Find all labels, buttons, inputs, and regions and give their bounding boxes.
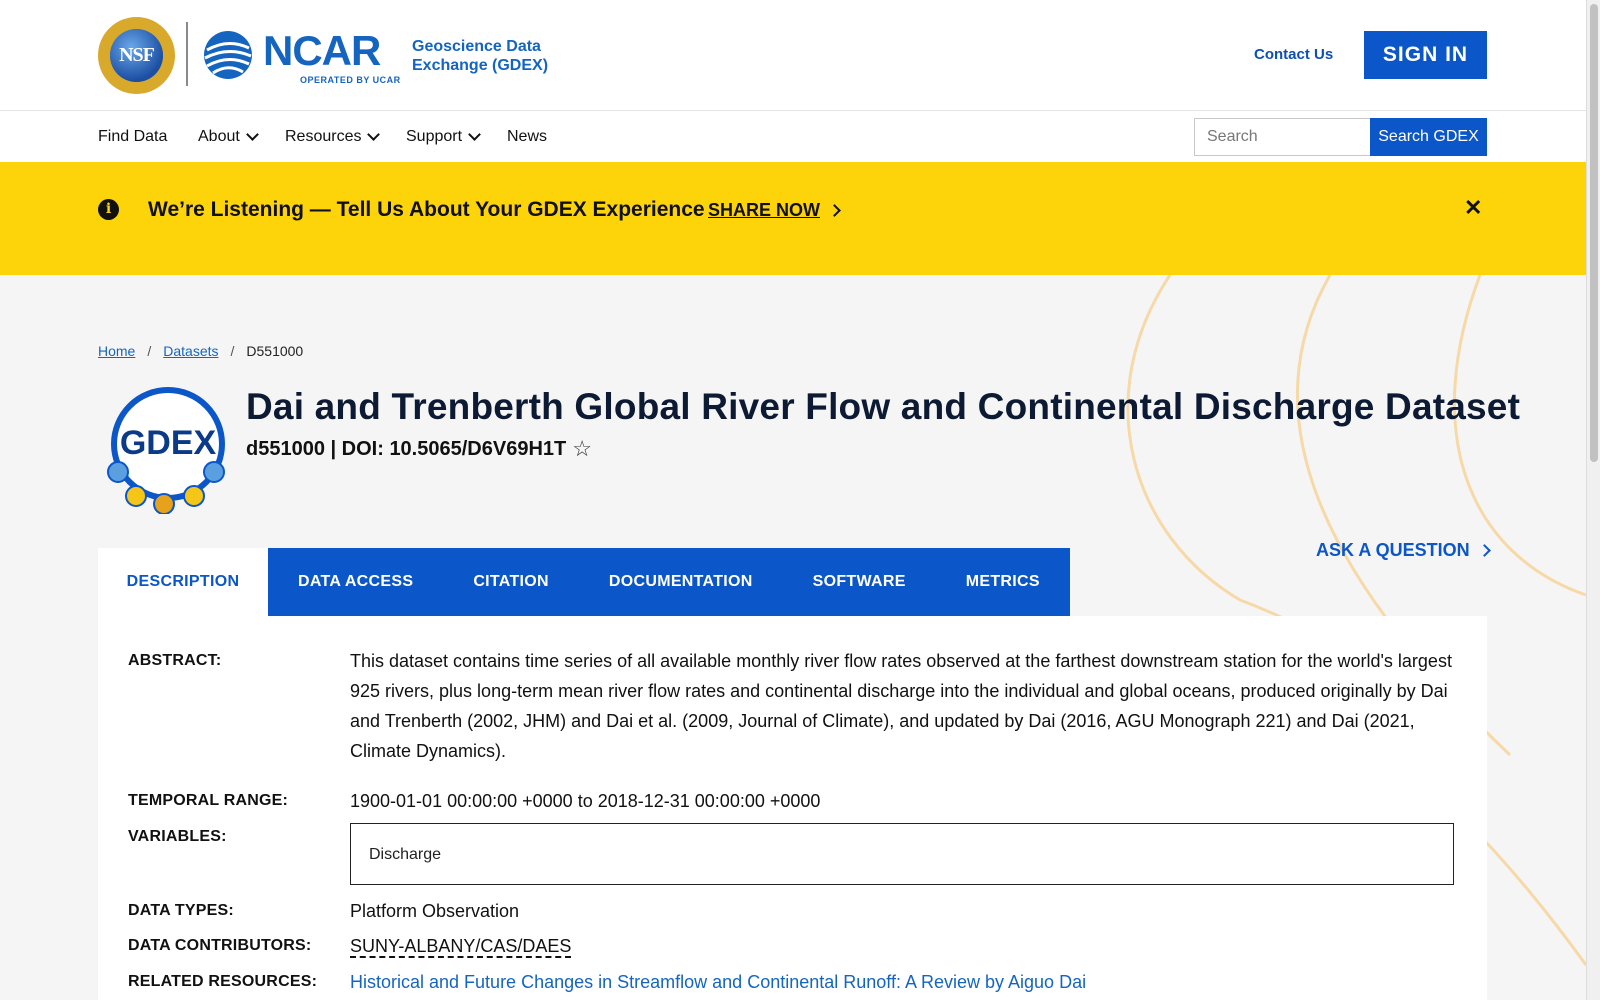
nav-label: Support — [406, 128, 463, 145]
ncar-subtitle: OPERATED BY UCAR — [300, 75, 401, 85]
breadcrumb — [98, 343, 303, 359]
gdex-logo — [106, 386, 230, 514]
share-now-label: SHARE NOW — [708, 200, 820, 220]
contributor-link[interactable]: SUNY-ALBANY/CAS/DAES — [350, 936, 572, 956]
sign-in-button[interactable]: SIGN IN — [1364, 31, 1487, 79]
data-types-value: Platform Observation — [350, 901, 520, 921]
ncar-globe-icon[interactable] — [203, 30, 253, 80]
ncar-logo[interactable]: NCAR — [263, 27, 381, 74]
banner-text: We’re Listening — Tell Us About Your GDEX Experience — [148, 198, 705, 221]
scrollbar[interactable] — [1586, 0, 1600, 1000]
site-header — [0, 0, 1586, 111]
info-icon: i — [98, 199, 119, 220]
tab-data-access[interactable]: DATA ACCESS — [268, 548, 443, 616]
nav-about[interactable] — [198, 128, 257, 146]
ask-question-link[interactable] — [1316, 540, 1489, 561]
nav-label: News — [507, 128, 548, 145]
tab-metrics[interactable]: METRICS — [936, 548, 1070, 616]
nsf-logo[interactable] — [98, 17, 175, 94]
breadcrumb-home[interactable]: Home — [98, 343, 136, 359]
tab-software[interactable]: SOFTWARE — [783, 548, 936, 616]
nav-label: Find Data — [98, 128, 168, 145]
close-icon[interactable]: ✕ — [1464, 195, 1483, 220]
related-resource-link[interactable]: Historical and Future Changes in Streamflow and Continental Runoff: A Review by Aiguo Dai — [350, 972, 1087, 992]
share-now-link[interactable] — [708, 200, 839, 221]
nav-find-data[interactable] — [98, 128, 167, 146]
data-types-label: DATA TYPES: — [128, 902, 234, 919]
tab-documentation[interactable]: DOCUMENTATION — [579, 548, 783, 616]
logo-divider — [186, 22, 188, 86]
chevron-down-icon — [368, 128, 381, 141]
scrollbar-thumb[interactable] — [1590, 4, 1598, 462]
variable-item[interactable]: Discharge — [369, 846, 442, 863]
variables-label: VARIABLES: — [128, 828, 227, 845]
temporal-range-value: 1900-01-01 00:00:00 +0000 to 2018-12-31 00:00:00 +0000 — [350, 791, 821, 811]
site-name[interactable]: Geoscience Data Exchange (GDEX) — [412, 38, 549, 74]
data-contributors-value — [350, 931, 571, 961]
dataset-id — [246, 436, 592, 462]
chevron-right-icon — [1478, 544, 1491, 557]
search-button[interactable]: Search GDEX — [1370, 118, 1487, 156]
breadcrumb-separator: / — [147, 343, 152, 359]
temporal-range-label: TEMPORAL RANGE: — [128, 792, 289, 809]
description-panel — [98, 616, 1487, 1000]
related-resources-label: RELATED RESOURCES: — [128, 973, 318, 990]
nav-label: About — [198, 128, 240, 145]
breadcrumb-datasets[interactable]: Datasets — [163, 343, 219, 359]
abstract-text: This dataset contains time series of all available monthly river flow rates observed at the farthest downstream station for the world's largest 925 rivers, plus long-term mean river flow rates and continental discharge into the individual and global oceans, produced originally by Dai and Trenberth (2002, JHM) and Dai et al. (2009, Journal of Climate), and updated by Dai (2016, AGU Monograph 221) and Dai (2021, Climate Dynamics). — [350, 651, 1452, 761]
related-resources-value — [350, 967, 1086, 997]
search-input[interactable] — [1194, 118, 1370, 156]
star-icon[interactable]: ☆ — [572, 436, 592, 461]
dataset-tabs — [98, 548, 1070, 616]
dataset-doi: d551000 | DOI: 10.5065/D6V69H1T — [246, 437, 567, 460]
tab-citation[interactable]: CITATION — [443, 548, 579, 616]
ask-question-label: ASK A QUESTION — [1316, 540, 1470, 560]
gdex-logo-text: GDEX — [119, 424, 217, 462]
main-nav — [0, 111, 1586, 162]
nav-support[interactable] — [406, 128, 479, 146]
nav-label: Resources — [285, 128, 362, 145]
breadcrumb-separator: / — [230, 343, 235, 359]
nav-news[interactable] — [507, 128, 547, 146]
variables-box — [350, 823, 1454, 885]
chevron-down-icon — [246, 128, 259, 141]
contact-us-link[interactable]: Contact Us — [1254, 46, 1334, 63]
nav-resources[interactable] — [285, 128, 378, 146]
chevron-right-icon — [828, 204, 841, 217]
tab-description[interactable]: DESCRIPTION — [98, 548, 268, 616]
feedback-banner — [0, 162, 1586, 275]
page-title: Dai and Trenberth Global River Flow and Continental Discharge Dataset — [246, 386, 1521, 427]
abstract-label: ABSTRACT: — [128, 652, 222, 669]
breadcrumb-current: D551000 — [246, 343, 304, 359]
chevron-down-icon — [468, 128, 481, 141]
data-contributors-label: DATA CONTRIBUTORS: — [128, 937, 312, 954]
nsf-logo-text: NSF — [110, 29, 163, 82]
